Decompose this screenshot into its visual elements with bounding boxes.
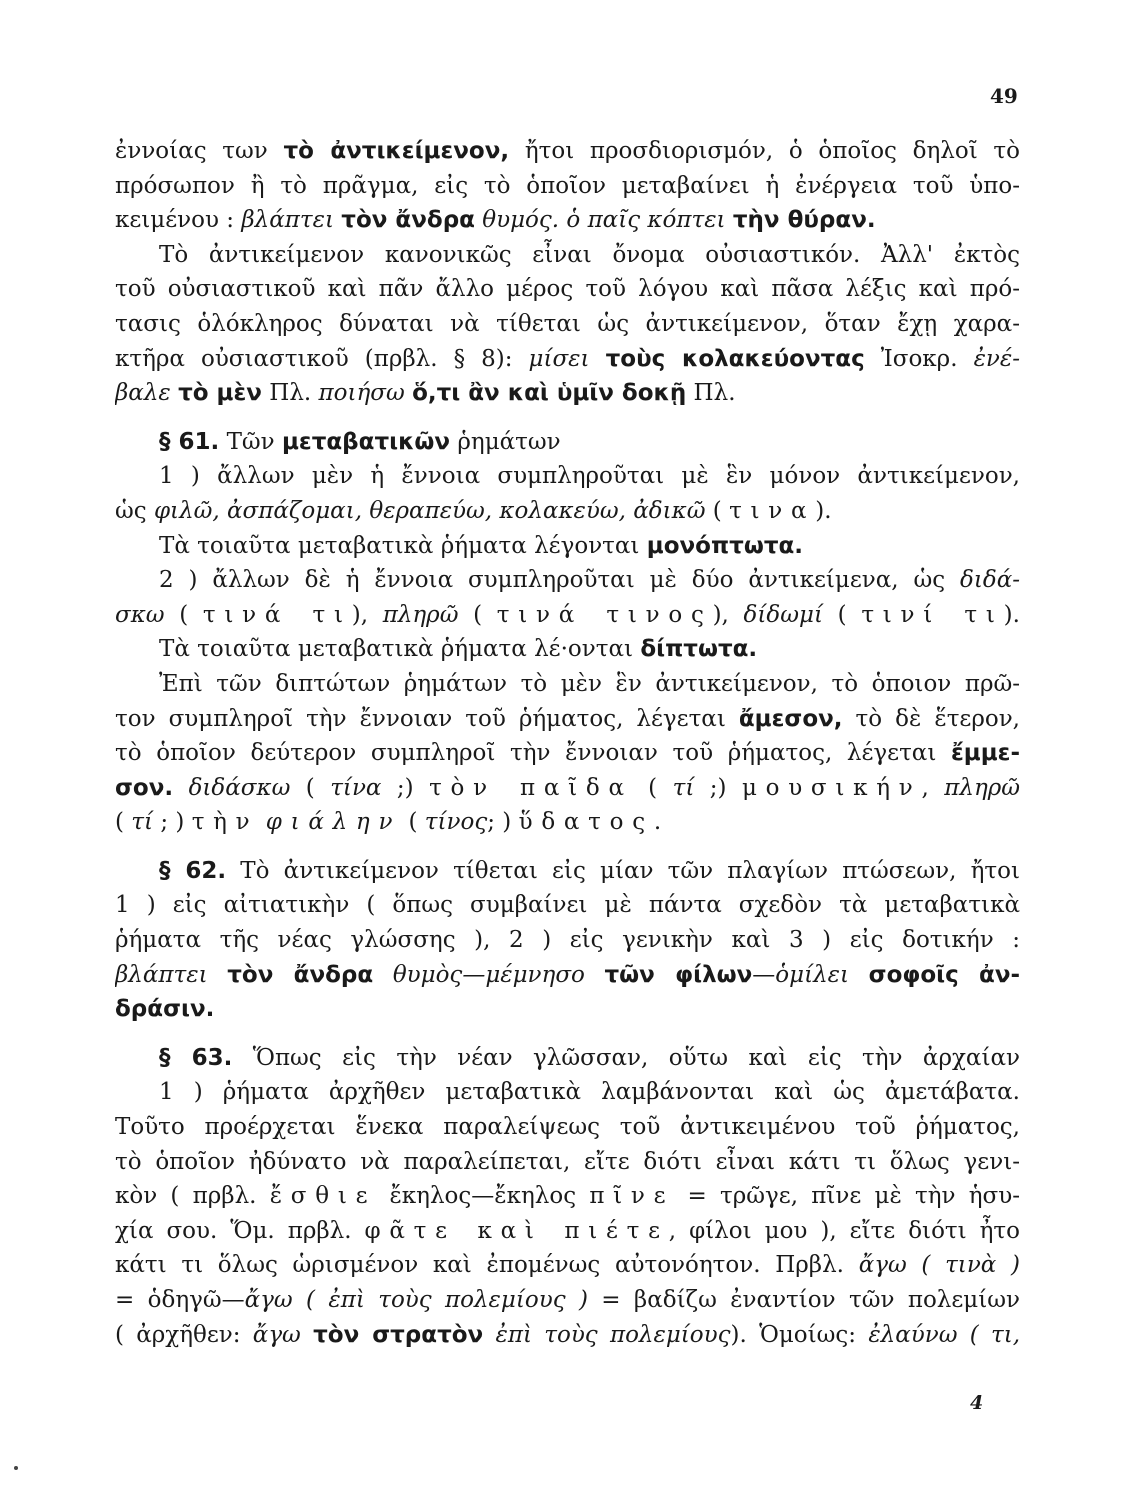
text-line — [115, 888, 1020, 923]
text-run: ( — [290, 774, 331, 801]
text-line — [115, 736, 1020, 771]
text-line — [115, 1318, 1020, 1353]
text-run — [590, 346, 606, 372]
text-line — [115, 1214, 1020, 1249]
text-run: Τὸ ἀντικείμενον τίθεται εἰς μίαν τῶν πλαγίων πτώσεων, ἤτοι — [226, 857, 1020, 884]
text-run: ( — [115, 809, 132, 836]
text-run: φιλῶ, ἀσπάζομαι, θεραπεύω, κολακεύω, ἀδικῶ — [153, 497, 706, 524]
text-run: βλάπτει — [115, 961, 208, 988]
text-run: ;) — [381, 774, 430, 801]
text-run: κὸν ( πρβλ. — [115, 1183, 270, 1210]
text-line — [115, 563, 1020, 598]
text-run: ; ) — [487, 809, 519, 836]
text-run: ποιήσω — [318, 380, 405, 407]
text-run: τὸν στρατὸν — [313, 1321, 484, 1348]
text-line — [115, 307, 1020, 342]
section-number: § 62. — [159, 857, 227, 884]
text-run — [849, 962, 869, 988]
text-line — [115, 854, 1020, 889]
text-run: τὸ ὁποῖον ἠδύνατο νὰ παραλείπεται, εἴτε διότι εἶναι κάτι τι ὅλως γενι- — [115, 1148, 1020, 1175]
text-run: διδάσκω — [188, 774, 291, 801]
text-run: ( — [705, 497, 730, 524]
text-line — [115, 667, 1020, 702]
text-run: 1 ) εἰς αἰτιατικὴν ( ὅπως συμβαίνει μὲ πάντα σχεδὸν τὰ μεταβατικὰ — [115, 892, 1020, 919]
text-run: 2 ) ἄλλων δὲ ἡ ἔννοια συμπληροῦται μὲ δύο ἀντικείμενα, ὡς — [159, 567, 960, 594]
text-run: ἔσθιε — [269, 1183, 377, 1210]
text-run: φιάλην — [265, 809, 402, 836]
text-line — [115, 1041, 1020, 1076]
text-run: τίνος — [424, 809, 488, 836]
text-line — [115, 923, 1020, 958]
scan-speck — [14, 1466, 18, 1470]
text-run: ἐπὶ τοὺς πολεμίους — [495, 1321, 731, 1348]
text-line — [115, 1283, 1020, 1318]
text-run: πληρῶ — [944, 774, 1020, 801]
text-run: μίσει — [528, 345, 590, 372]
text-run: ). — [815, 497, 832, 524]
text-line — [115, 1179, 1020, 1214]
text-run: θυμὸς—μέμνησο — [392, 961, 585, 988]
text-run: ἄγω ( τινὰ ) — [858, 1252, 1020, 1279]
text-run: ἄγω ( ἐπὶ τοὺς πολεμίους ) — [244, 1287, 588, 1313]
text-run: 1 ) ἄλλων μὲν ἡ ἔννοια συμπληροῦται μὲ ἓν μόνον ἀντικείμενον, — [159, 463, 1020, 490]
text-run — [405, 380, 412, 406]
paragraph-gap — [115, 1027, 1020, 1041]
text-run: ῥήματα τῆς νέας γλώσσης ), 2 ) εἰς γενικὴν καὶ 3 ) εἰς δοτικήν : — [115, 927, 1020, 954]
text-run: ἐννοίας των — [115, 138, 284, 164]
text-run: ἄμεσον, — [738, 705, 843, 732]
text-run: — — [752, 961, 776, 988]
text-run: ; ) — [153, 809, 192, 836]
text-run: ( — [822, 601, 862, 628]
text-run: ἐνέ- — [973, 345, 1020, 372]
text-run: δίδωμί — [743, 601, 823, 628]
text-line — [115, 425, 1020, 460]
section-number: § 61. — [159, 428, 220, 455]
text-line — [115, 1145, 1020, 1180]
text-run: τινά τινος — [496, 601, 713, 628]
text-run: θυμός. ὁ παῖς κόπτει — [482, 207, 726, 234]
text-run: τῶν φίλων — [604, 961, 753, 988]
text-run: πληρῶ — [382, 601, 459, 628]
text-line — [115, 992, 1020, 1027]
text-run: Τῶν — [219, 428, 282, 455]
text-run: πρόσωπον ἢ τὸ πρᾶγμα, εἰς τὸ ὁποῖον μεταβαίνει ἡ ἐνέργεια τοῦ ὑπο- — [115, 172, 1020, 199]
text-run: τασις ὁλόκληρος δύναται νὰ τίθεται ὡς ἀντικείμενον, ὅταν ἔχῃ χαρα- — [115, 310, 1020, 337]
text-line — [115, 958, 1020, 993]
text-run: , — [921, 774, 945, 801]
text-run — [258, 809, 265, 835]
text-run: Τὰ τοιαῦτα μεταβατικὰ ῥήματα λέγονται — [159, 532, 647, 559]
text-line — [115, 529, 1020, 564]
text-line — [115, 1110, 1020, 1145]
text-run: βλάπτει — [241, 207, 334, 234]
text-run: τὸ ἀντικείμενον, — [283, 138, 510, 164]
text-run — [301, 1322, 313, 1348]
text-line — [115, 494, 1020, 529]
text-line — [115, 376, 1020, 411]
text-line — [115, 459, 1020, 494]
text-run: σον. — [115, 774, 174, 801]
text-run: Πλ. — [686, 380, 736, 407]
text-run: μουσικήν — [741, 774, 922, 801]
text-run: τινί τι — [861, 601, 1004, 628]
signature-number: 4 — [970, 1392, 984, 1414]
paragraph-gap — [115, 840, 1020, 854]
text-run: ἤτοι προσδιορισμόν, ὁ ὁποῖος δηλοῖ τὸ — [509, 138, 1020, 164]
text-run: ὕδατος. — [518, 809, 670, 836]
text-run: μεταβατικῶν — [281, 428, 451, 455]
text-run: διδά- — [959, 567, 1020, 594]
text-run: σκω — [115, 601, 165, 628]
text-line — [115, 169, 1020, 204]
text-line — [115, 1075, 1020, 1110]
text-run: Τὰ τοιαῦτα μεταβατικὰ ῥήματα λέ·ονται — [159, 636, 641, 663]
text-run: τί — [131, 809, 154, 836]
text-run: τὸν ἄνδρα — [341, 207, 475, 234]
text-run — [585, 962, 605, 988]
text-run — [208, 962, 228, 988]
text-run: Πλ. — [261, 380, 319, 407]
text-run: κάτι τι ὅλως ὡρισμένον καὶ ἐπομένως αὐτονόητον. Πρβλ. — [115, 1252, 859, 1279]
text-run: κτῆρα οὐσιαστικοῦ (πρβλ. § 8): — [115, 345, 529, 372]
text-run: ), — [712, 601, 744, 628]
text-run: τινα — [729, 497, 816, 524]
text-run: ;) — [694, 774, 742, 801]
text-run: 1 ) ῥήματα ἀρχῆθεν μεταβατικὰ λαμβάνονται καὶ ὡς ἀμετάβατα. — [159, 1079, 1020, 1106]
section-number: § 63. — [159, 1044, 233, 1071]
text-run: ἐλαύνω ( τι, — [868, 1321, 1020, 1348]
text-run: σοφοῖς ἀν- — [868, 961, 1020, 988]
body-text — [115, 134, 1020, 1352]
text-run: Ἰσοκρ. — [864, 345, 974, 372]
text-run: τὸ μὲν — [178, 380, 262, 407]
text-line — [115, 632, 1020, 667]
text-run — [171, 380, 178, 406]
text-run: πῖνε — [589, 1183, 675, 1210]
text-run: ( — [164, 601, 203, 628]
text-run: Ὅπως εἰς τὴν νέαν γλῶσσαν, οὕτω καὶ εἰς τὴν ἀρχαίαν — [232, 1044, 1020, 1071]
text-run: ἔμμε- — [951, 740, 1020, 767]
text-run — [726, 207, 733, 233]
text-run: τὴν — [191, 809, 259, 836]
text-run: Ἐπὶ τῶν διπτώτων ῥημάτων τὸ μὲν ἓν ἀντικείμενον, τὸ ὁποιον πρῶ- — [159, 670, 1020, 697]
text-run: χία σου. Ὅμ. πρβλ. — [115, 1217, 365, 1244]
text-line — [115, 134, 1020, 169]
text-run — [483, 1322, 495, 1348]
text-line — [115, 598, 1020, 633]
text-run: ). Ὁμοίως: — [730, 1321, 869, 1348]
text-run: τὸ δὲ ἕτερον, — [842, 705, 1020, 732]
text-line — [115, 238, 1020, 273]
text-run: κειμένου : — [115, 207, 242, 234]
text-run — [173, 775, 188, 801]
text-run: φᾶτε καὶ πιέτε — [364, 1217, 669, 1244]
text-run: Τοῦτο προέρχεται ἕνεκα παραλείψεως τοῦ ἀντικειμένου τοῦ ῥήματος, — [115, 1114, 1020, 1141]
text-run: ), — [351, 601, 383, 628]
text-run: τοῦ οὐσιαστικοῦ καὶ πᾶν ἄλλο μέρος τοῦ λόγου καὶ πᾶσα λέξις καὶ πρό- — [115, 276, 1020, 303]
text-run: Τὸ ἀντικείμενον κανονικῶς εἶναι ὄνομα οὐσιαστικόν. Ἀλλ' ἐκτὸς — [159, 241, 1020, 268]
text-run: τίνα — [330, 774, 382, 801]
text-run: ὡς — [115, 497, 154, 524]
text-run: μονόπτωτα. — [646, 532, 804, 559]
text-run: ἄγω — [252, 1321, 301, 1348]
text-run: τὴν θύραν. — [732, 207, 876, 234]
text-run: τον συμπληροῖ τὴν ἔννοιαν τοῦ ῥήματος, λέγεται — [115, 705, 739, 732]
text-run: ἔκηλος—ἔκηλος — [376, 1183, 590, 1210]
text-run: ( — [632, 774, 673, 801]
text-run: ( — [401, 809, 425, 836]
text-run: δράσιν. — [115, 996, 215, 1023]
text-run: = βαδίζω ἐναντίον τῶν πολεμίων — [587, 1287, 1020, 1313]
text-run: ὅ,τι ἂν καὶ ὑμῖν δοκῇ — [412, 380, 687, 407]
text-run: ῥημάτων — [450, 428, 561, 455]
text-run: ( ἀρχῆθεν: — [115, 1321, 253, 1348]
text-run: = ὁδηγῶ— — [115, 1287, 245, 1313]
text-run: τὸ ὁποῖον δεύτερον συμπληροῖ τὴν ἔννοιαν τοῦ ῥήματος, λέγεται — [115, 740, 951, 767]
text-run: δίπτωτα. — [640, 636, 758, 663]
text-run: = τρῶγε, πῖνε μὲ τὴν ἡσυ- — [674, 1183, 1020, 1210]
text-line — [115, 702, 1020, 737]
text-run: βαλε — [115, 380, 171, 407]
text-run: τὸν ἄνδρα — [227, 961, 374, 988]
text-run: τοὺς κολακεύοντας — [605, 345, 865, 372]
text-run: ( — [458, 601, 497, 628]
text-run: ὁμίλει — [775, 961, 850, 988]
text-line — [115, 203, 1020, 238]
text-run: ). — [1003, 601, 1020, 628]
text-run — [373, 962, 393, 988]
paragraph-gap — [115, 411, 1020, 425]
text-line — [115, 1248, 1020, 1283]
text-line — [115, 272, 1020, 307]
text-line — [115, 805, 1020, 840]
page-number: 49 — [990, 84, 1018, 108]
text-run: τινά τι — [202, 601, 352, 628]
text-run: τὸν παῖδα — [429, 774, 633, 801]
text-line — [115, 342, 1020, 377]
text-line — [115, 771, 1020, 806]
text-run: τί — [672, 774, 695, 801]
text-run: , φίλοι μου ), εἴτε διότι ἦτο — [668, 1217, 1020, 1244]
